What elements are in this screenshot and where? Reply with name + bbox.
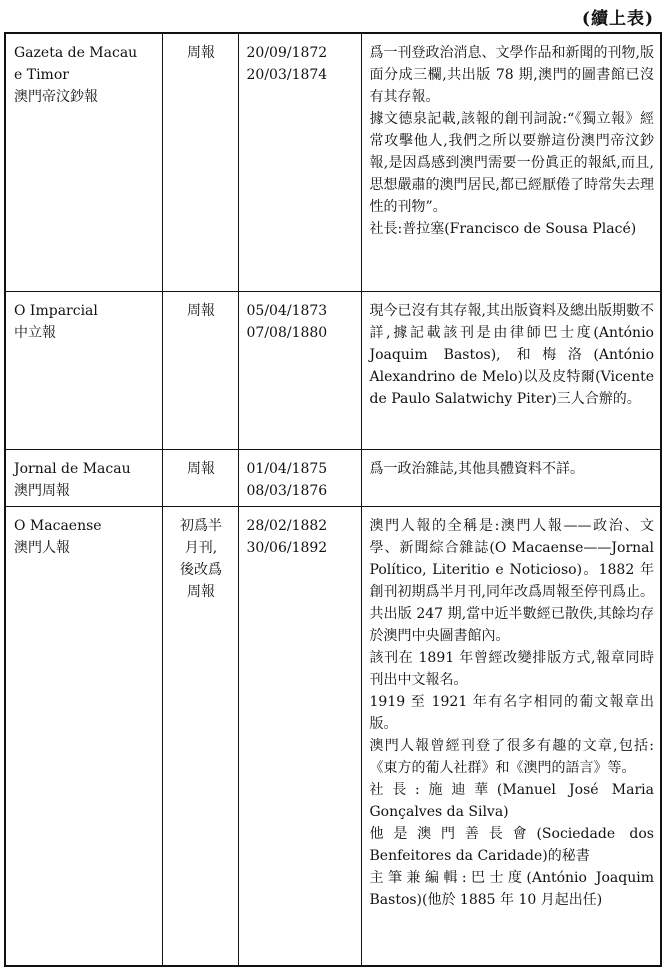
frequency-text: 月刊, bbox=[184, 539, 218, 556]
note-paragraph: 主筆兼編輯:巴士度(António Joaquim Bastos)(他於 1885 年 10 月起出任) bbox=[369, 869, 654, 908]
newspaper-title: Gazeta de Macau bbox=[14, 45, 138, 61]
newspaper-title: O Macaense bbox=[14, 517, 102, 534]
end-date: 08/03/1876 bbox=[246, 482, 328, 499]
start-date: 01/04/1875 bbox=[246, 460, 328, 477]
note-paragraph: 1919 至 1921 年有名字相同的葡文報章出版。 bbox=[369, 693, 654, 732]
date-cell bbox=[238, 33, 361, 291]
date-cell bbox=[238, 291, 361, 449]
newspaper-title: Jornal de Macau bbox=[14, 460, 131, 477]
end-date: 30/06/1892 bbox=[246, 539, 328, 556]
date-cell bbox=[238, 506, 361, 966]
frequency-text: 後改爲 bbox=[180, 561, 222, 578]
frequency-cell bbox=[162, 506, 238, 966]
note-paragraph: 他是澳門善長會(Sociedade dos Benfeitores da Caridade)的秘書 bbox=[369, 825, 654, 864]
frequency-text: 周報 bbox=[187, 583, 215, 600]
newspaper-title: O Imparcial bbox=[14, 302, 98, 319]
newspaper-name-cell bbox=[5, 33, 162, 291]
newspaper-chinese-title: 澳門帝汶鈔報 bbox=[14, 89, 98, 105]
note-paragraph: 爲一刊登政治消息、文學作品和新聞的刊物,版面分成三欄,共出版 78 期,澳門的圖書館已沒有其存報。 bbox=[369, 45, 654, 105]
end-date: 20/03/1874 bbox=[246, 67, 328, 83]
frequency-text: 周報 bbox=[187, 460, 215, 477]
frequency-text: 周報 bbox=[187, 302, 215, 319]
notes-cell bbox=[361, 506, 661, 966]
newspaper-title: e Timor bbox=[14, 67, 69, 83]
newspaper-chinese-title: 中立報 bbox=[14, 324, 56, 341]
continued-label: (續上表) bbox=[581, 9, 654, 29]
notes-cell bbox=[361, 449, 661, 506]
newspaper-chinese-title: 澳門周報 bbox=[14, 482, 70, 499]
newspaper-table bbox=[4, 32, 662, 967]
table-row bbox=[5, 33, 661, 291]
table-row bbox=[5, 506, 661, 966]
table-row bbox=[5, 291, 661, 449]
frequency-text: 初爲半 bbox=[180, 517, 222, 534]
start-date: 05/04/1873 bbox=[246, 302, 328, 319]
note-paragraph: 澳門人報曾經刊登了很多有趣的文章,包括:《東方的葡人社群》和《澳門的語言》等。 bbox=[369, 737, 654, 776]
newspaper-name-cell bbox=[5, 291, 162, 449]
note-paragraph: 社長:普拉塞(Francisco de Sousa Placé) bbox=[369, 221, 637, 237]
frequency-cell bbox=[162, 449, 238, 506]
start-date: 28/02/1882 bbox=[246, 517, 328, 534]
table-row bbox=[5, 449, 661, 506]
start-date: 20/09/1872 bbox=[246, 45, 328, 61]
newspaper-chinese-title: 澳門人報 bbox=[14, 539, 70, 556]
note-paragraph: 社長:施迪華(Manuel José Maria Gonçalves da Silva) bbox=[369, 781, 654, 820]
note-paragraph: 該刊在 1891 年曾經改變排版方式,報章同時刊出中文報名。 bbox=[369, 649, 654, 688]
frequency-text: 周報 bbox=[187, 45, 215, 61]
newspaper-name-cell bbox=[5, 449, 162, 506]
newspaper-name-cell bbox=[5, 506, 162, 966]
note-paragraph: 現今已沒有其存報,其出版資料及總出版期數不詳,據記載該刊是由律師巴士度(António Joaquim Bastos), 和梅洛(António Alexandrino de Melo)以及皮特爾(Vicente de Paulo Salatwichy Piter)三人合辦的。 bbox=[369, 302, 654, 407]
note-paragraph: 澳門人報的全稱是:澳門人報——政治、文學、新聞綜合雜誌(O Macaense——Jornal Político, Literitio e Noticioso)。1882 年創刊初期爲半月刊,同年改爲周報至停刊爲止。共出版 247 期,當中近半數經已散佚,其餘均存於澳門中央圖書館內。 bbox=[369, 517, 654, 644]
note-paragraph: 爲一政治雜誌,其他具體資料不詳。 bbox=[369, 460, 584, 477]
notes-cell bbox=[361, 291, 661, 449]
end-date: 07/08/1880 bbox=[246, 324, 328, 341]
note-paragraph: 據文德泉記載,該報的創刊詞說:“《獨立報》經常攻擊他人,我們之所以要辦這份澳門帝汶鈔報,是因爲感到澳門需要一份眞正的報紙,而且,思想嚴肅的澳門居民,都已經厭倦了時常失去理性的刊物”。 bbox=[369, 111, 654, 215]
notes-cell bbox=[361, 33, 661, 291]
frequency-cell bbox=[162, 33, 238, 291]
frequency-cell bbox=[162, 291, 238, 449]
date-cell bbox=[238, 449, 361, 506]
